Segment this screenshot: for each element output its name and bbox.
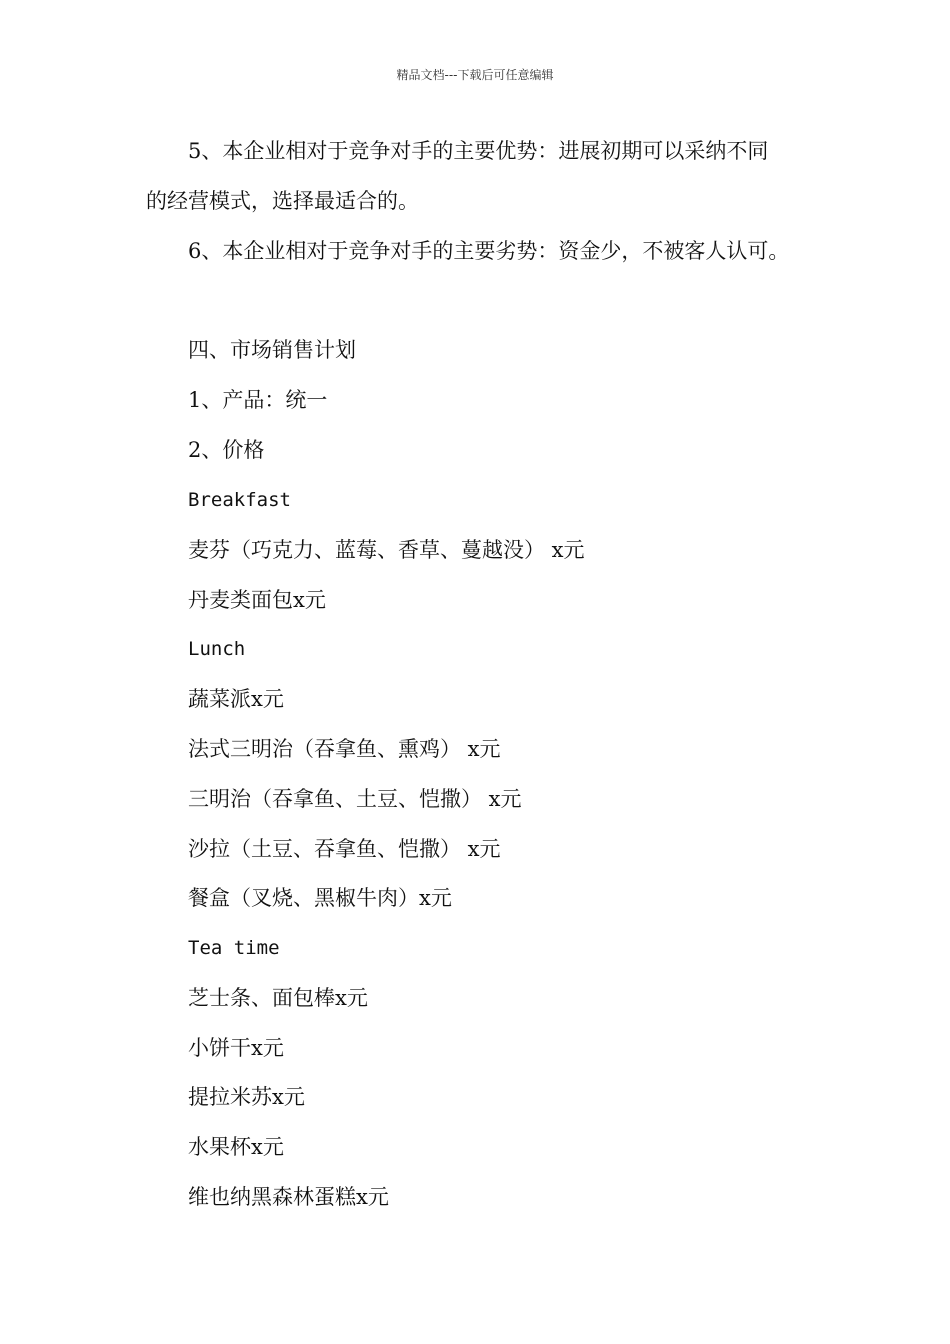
menu-item: 芝士条、面包棒x元 — [188, 986, 368, 1010]
disadvantage-paragraph: 6、本企业相对于竞争对手的主要劣势：资金少，不被客人认可。 — [188, 239, 790, 263]
advantage-paragraph — [146, 126, 836, 226]
menu-item: 三明治（吞拿鱼、土豆、恺撒） x元 — [188, 787, 522, 811]
product-line: 1、产品：统一 — [188, 388, 328, 412]
menu-item: 维也纳黑森林蛋糕x元 — [188, 1185, 389, 1209]
menu-item: 水果杯x元 — [188, 1135, 284, 1159]
menu-item: 餐盒（叉烧、黑椒牛肉）x元 — [188, 886, 452, 910]
price-line: 2、价格 — [188, 438, 265, 462]
menu-item: 小饼干x元 — [188, 1036, 284, 1060]
menu-item: 提拉米苏x元 — [188, 1085, 305, 1109]
menu-item: 麦芬（巧克力、蓝莓、香草、蔓越没） x元 — [188, 538, 585, 562]
advantage-line-2: 的经营模式，选择最适合的。 — [146, 189, 419, 213]
teatime-heading: Tea time — [188, 937, 280, 959]
advantage-line-1: 5、本企业相对于竞争对手的主要优势：进展初期可以采纳不同 — [188, 139, 769, 163]
menu-item: 法式三明治（吞拿鱼、熏鸡） x元 — [188, 737, 501, 761]
breakfast-heading: Breakfast — [188, 489, 291, 511]
menu-item: 蔬菜派x元 — [188, 687, 284, 711]
page-header: 精品文档---下载后可任意编辑 — [396, 68, 554, 82]
menu-item: 丹麦类面包x元 — [188, 588, 326, 612]
section-title: 四、市场销售计划 — [188, 338, 356, 362]
lunch-heading: Lunch — [188, 638, 246, 660]
menu-item: 沙拉（土豆、吞拿鱼、恺撒） x元 — [188, 837, 501, 861]
